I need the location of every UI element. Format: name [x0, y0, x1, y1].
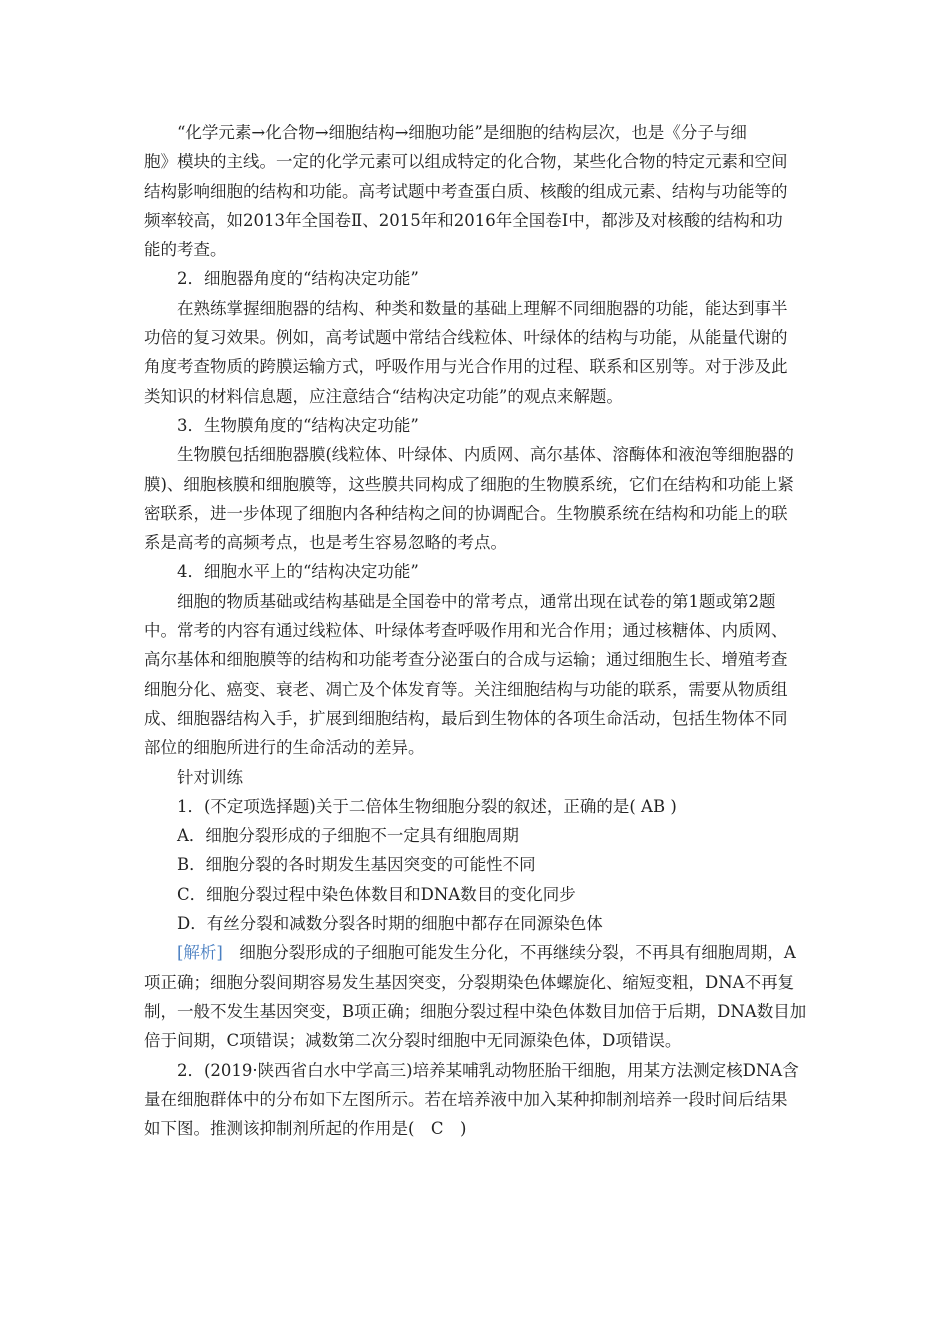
paragraph-2-line-1: 在熟练掌握细胞器的结构、种类和数量的基础上理解不同细胞器的功能，能达到事半: [177, 298, 788, 318]
heading-4: 4．细胞水平上的“结构决定功能”: [177, 562, 419, 582]
paragraph-1-line-1: “化学元素→化合物→细胞结构→细胞功能”是细胞的结构层次，也是《分子与细: [177, 123, 747, 142]
analysis-tag: [解析]: [177, 943, 223, 963]
paragraph-1-line-2: 胞》模块的主线。一定的化学元素可以组成特定的化合物，某些化合物的特定元素和空间: [144, 152, 788, 172]
paragraph-1-line-3: 结构影响细胞的结构和功能。高考试题中考查蛋白质、核酸的组成元素、结构与功能等的: [144, 181, 788, 201]
question-1-option-b: B．细胞分裂的各时期发生基因突变的可能性不同: [177, 855, 536, 875]
question-1-analysis-line-1: [144, 938, 809, 967]
paragraph-2-line-2: 功倍的复习效果。例如，高考试题中常结合线粒体、叶绿体的结构与功能，从能量代谢的: [144, 328, 788, 348]
paragraph-4-line-1: 细胞的物质基础或结构基础是全国卷中的常考点，通常出现在试卷的第1题或第2题: [177, 591, 776, 611]
paragraph-3-line-4: 系是高考的高频考点，也是考生容易忽略的考点。: [144, 533, 507, 553]
heading-3: 3．生物膜角度的“结构决定功能”: [177, 415, 419, 435]
analysis-text-first: 细胞分裂形成的子细胞可能发生分化，不再继续分裂，不再具有细胞周期，A: [222, 943, 796, 963]
paragraph-4-line-2: 中。常考的内容有通过线粒体、叶绿体考查呼吸作用和光合作用；通过核糖体、内质网、: [144, 621, 788, 641]
question-2-line-3: 如下图。推测该抑制剂所起的作用是( C ): [144, 1119, 467, 1139]
practice-title: 针对训练: [177, 767, 243, 787]
question-2-line-1: 2．(2019·陕西省白水中学高三)培养某哺乳动物胚胎干细胞，用某方法测定核DNA含: [177, 1060, 799, 1080]
question-1-stem: 1．(不定项选择题)关于二倍体生物细胞分裂的叙述，正确的是( AB ): [177, 796, 677, 816]
document-page: [144, 118, 809, 1143]
paragraph-3-line-1: 生物膜包括细胞器膜(线粒体、叶绿体、内质网、高尔基体、溶酶体和液泡等细胞器的: [177, 445, 794, 465]
paragraph-3-line-2: 膜)、细胞核膜和细胞膜等，这些膜共同构成了细胞的生物膜系统，它们在结构和功能上紧: [144, 474, 794, 494]
question-1-option-c: C．细胞分裂过程中染色体数目和DNA数目的变化同步: [177, 884, 576, 904]
paragraph-3-line-3: 密联系，进一步体现了细胞内各种结构之间的协调配合。生物膜系统在结构和功能上的联: [144, 503, 788, 523]
question-1-analysis-line-2: 项正确；细胞分裂间期容易发生基因突变，分裂期染色体螺旋化、缩短变粗，DNA不再复: [144, 972, 795, 992]
question-1-option-a: A．细胞分裂形成的子细胞不一定具有细胞周期: [177, 826, 519, 846]
paragraph-2-line-4: 类知识的材料信息题，应注意结合“结构决定功能”的观点来解题。: [144, 386, 623, 406]
question-2-line-2: 量在细胞群体中的分布如下左图所示。若在培养液中加入某种抑制剂培养一段时间后结果: [144, 1089, 788, 1109]
paragraph-4-line-6: 部位的细胞所进行的生命活动的差异。: [144, 738, 425, 758]
question-1-analysis-line-4: 倍于间期，C项错误；减数第二次分裂时细胞中无同源染色体，D项错误。: [144, 1031, 682, 1051]
paragraph-2-line-3: 角度考查物质的跨膜运输方式，呼吸作用与光合作用的过程、联系和区别等。对于涉及此: [144, 357, 788, 377]
paragraph-4-line-4: 细胞分化、癌变、衰老、凋亡及个体发育等。关注细胞结构与功能的联系，需要从物质组: [144, 679, 788, 699]
question-1-analysis-line-3: 制，一般不发生基因突变，B项正确；细胞分裂过程中染色体数目加倍于后期，DNA数目加: [144, 1001, 807, 1021]
paragraph-1-line-4: 频率较高，如2013年全国卷Ⅱ、2015年和2016年全国卷Ⅰ中，都涉及对核酸的结构和功: [144, 210, 783, 230]
paragraph-4-line-3: 高尔基体和细胞膜等的结构和功能考查分泌蛋白的合成与运输；通过细胞生长、增殖考查: [144, 650, 788, 670]
paragraph-1-line-5: 能的考查。: [144, 240, 227, 260]
paragraph-4-line-5: 成、细胞器结构入手，扩展到细胞结构，最后到生物体的各项生命活动，包括生物体不同: [144, 708, 788, 728]
question-1-option-d: D．有丝分裂和减数分裂各时期的细胞中都存在同源染色体: [177, 914, 603, 934]
heading-2: 2．细胞器角度的“结构决定功能”: [177, 269, 419, 289]
